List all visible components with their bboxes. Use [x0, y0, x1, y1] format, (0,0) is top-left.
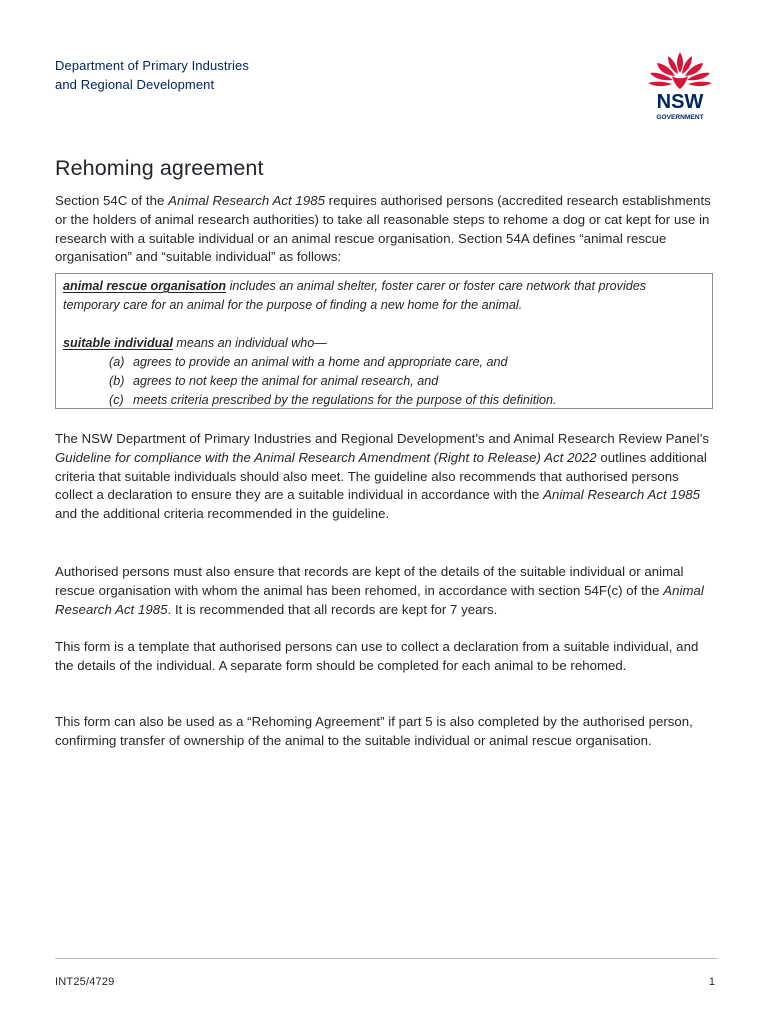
department-name	[55, 56, 249, 94]
template-paragraph: This form is a template that authorised persons can use to collect a declaration from a suitable individual, and the details of the individual. A separate form should be completed for each animal to be rehomed.	[55, 639, 699, 673]
page-number: 1	[708, 976, 715, 988]
definition-animal-rescue-organisation: animal rescue organisation includes an animal shelter, foster carer or foster care network that provides temporary care for an animal for the purpose of finding a new home for the animal.	[63, 279, 647, 312]
definition-suitable-individual: suitable individual means an individual who—	[63, 336, 327, 350]
logo-government-text: GOVERNMENT	[656, 114, 704, 121]
records-paragraph: Authorised persons must also ensure that records are kept of the details of the suitable individual or animal rescue organisation with whom the animal has been rehomed, in accordance with section 54F(c) of the Animal Research Act 1985. It is recommended that all records are kept for 7 years.	[55, 564, 704, 617]
definition-list-item: (b) agrees to not keep the animal for animal research, and	[109, 374, 439, 388]
defined-term: animal rescue organisation	[63, 279, 227, 293]
footer-divider	[55, 958, 718, 959]
defined-term: suitable individual	[63, 336, 173, 350]
definitions-box	[55, 273, 713, 409]
logo-nsw-text: NSW	[656, 91, 704, 113]
guideline-paragraph: The NSW Department of Primary Industries and Regional Development’s and Animal Research Review Panel’s Guideline for compliance with the Animal Research Amendment (Right to Release) Act 2022 outlines additional criteria that suitable individuals should also meet. The guideline also recommends that authorised persons collect a declaration to ensure they are a suitable individual in accordance with the Animal Research Act 1985 and the additional criteria recommended in the guideline.	[55, 431, 710, 522]
waratah-flower-icon	[648, 52, 712, 89]
rehoming-agreement-paragraph: This form can also be used as a “Rehoming Agreement” if part 5 is also completed by the authorised person, confirming transfer of ownership of the animal to the suitable individual or animal rescue organisation.	[55, 714, 693, 748]
document-reference: INT25/4729	[55, 976, 115, 988]
nsw-government-logo	[645, 50, 715, 122]
department-line-2: and Regional Development	[55, 77, 215, 92]
definition-list-item: (c) meets criteria prescribed by the regulations for the purpose of this definition.	[109, 393, 557, 407]
page-title: Rehoming agreement	[55, 156, 264, 180]
definition-list-item: (a) agrees to provide an animal with a home and appropriate care, and	[109, 355, 508, 369]
intro-paragraph: Section 54C of the Animal Research Act 1985 requires authorised persons (accredited research establishments or the holders of animal research authorities) to take all reasonable steps to rehome a dog or cat kept for use in research with a suitable individual or an animal rescue organisation. Section 54A defines “animal rescue organisation” and “suitable individual” as follows:	[55, 193, 711, 265]
department-line-1: Department of Primary Industries	[55, 58, 249, 73]
